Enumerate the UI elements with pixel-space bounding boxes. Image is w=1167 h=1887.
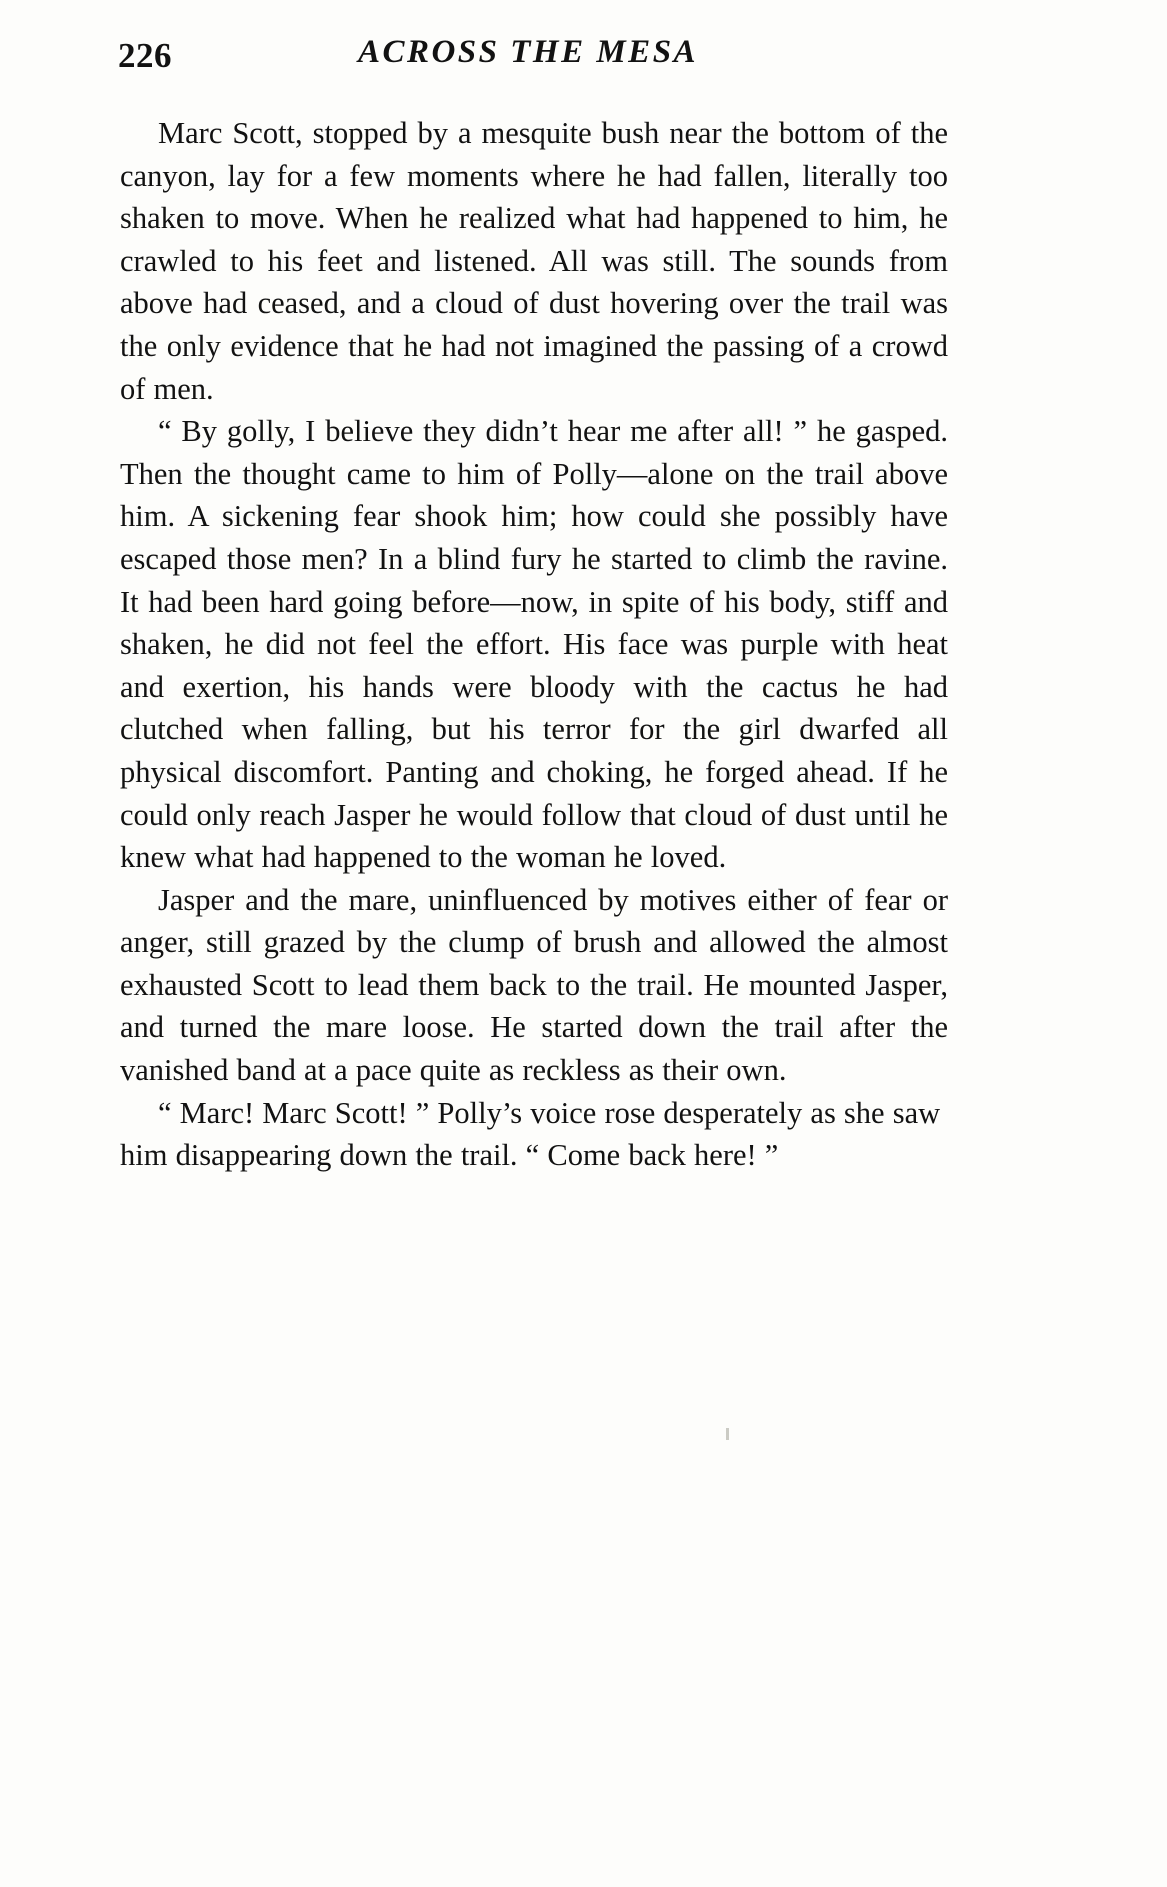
print-speck	[726, 1428, 729, 1440]
page-body	[120, 112, 948, 1177]
paragraph: “ Marc! Marc Scott! ” Polly’s voice rose desperately as she saw him disappearing down the trail. “ Come back here! ”	[120, 1095, 941, 1173]
paragraph: Jasper and the mare, uninfluenced by motives either of fear or anger, still grazed by the clump of brush and allowed the almost exhausted Scott to lead them back to the trail. He mounted Jasper, and turned the mare loose. He started down the trail after the vanished band at a pace quite as reckless as their own.	[120, 882, 948, 1088]
page-header	[118, 28, 938, 84]
running-title: ACROSS THE MESA	[357, 34, 699, 70]
page-number: 226	[118, 36, 172, 75]
paragraph: Marc Scott, stopped by a mesquite bush near the bottom of the canyon, lay for a few moments where he had fallen, literally too shaken to move. When he realized what had happened to him, he crawled to his feet and listened. All was still. The sounds from above had ceased, and a cloud of dust hovering over the trail was the only evidence that he had not imagined the passing of a crowd of men.	[120, 116, 948, 406]
paragraph: “ By golly, I believe they didn’t hear me after all! ” he gasped. Then the thought came to him of Polly—alone on the trail above him. A sickening fear shook him; how could she possibly have escaped those men? In a blind fury he started to climb the ravine. It had been hard going before—now, in spite of his body, stiff and shaken, he did not feel the effort. His face was purple with heat and exertion, his hands were bloody with the cactus he had clutched when falling, but his terror for the girl dwarfed all physical discomfort. Panting and choking, he forged ahead. If he could only reach Jasper he would follow that cloud of dust until he knew what had happened to the woman he loved.	[120, 414, 948, 875]
